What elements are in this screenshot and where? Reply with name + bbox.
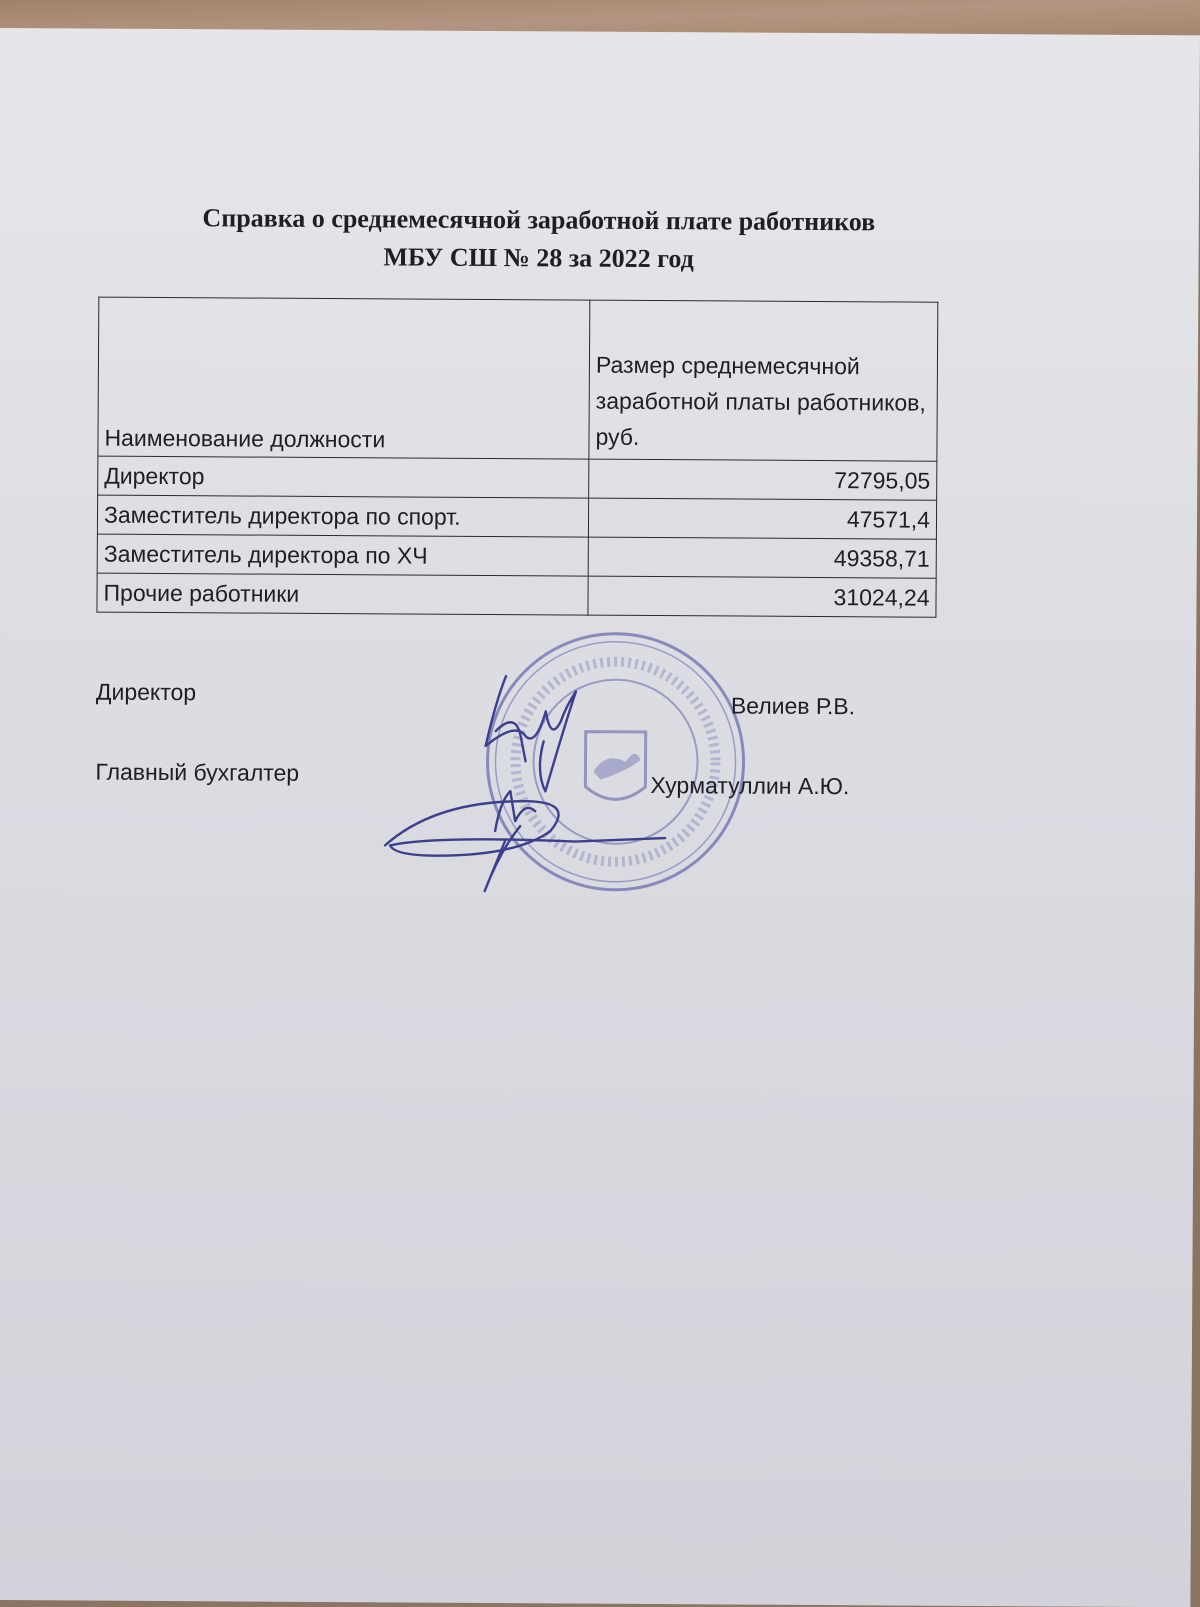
paper-sheet: [0, 28, 1200, 1607]
document-title: [0, 198, 1079, 281]
table-row: [97, 534, 936, 578]
row-position: Заместитель директора по спорт.: [97, 495, 588, 537]
table-header-row: [98, 297, 938, 461]
title-line-1: Справка о среднемесячной заработной плате работников: [202, 203, 876, 237]
row-salary: 49358,71: [588, 537, 936, 578]
row-salary: 47571,4: [588, 498, 936, 539]
row-position: Заместитель директора по ХЧ: [97, 534, 588, 576]
title-line-2: МБУ СШ № 28 за 2022 год: [383, 242, 694, 274]
table-row: [97, 573, 936, 617]
accountant-name: Хурматуллин А.Ю.: [650, 771, 850, 800]
table-row: [97, 495, 936, 539]
row-position: Прочие работники: [97, 573, 588, 615]
header-position: Наименование должности: [98, 297, 590, 459]
row-position: Директор: [98, 456, 589, 498]
row-salary: 31024,24: [588, 576, 936, 617]
row-salary: 72795,05: [589, 459, 937, 500]
header-salary: Размер среднемесячной заработной платы работников, руб.: [589, 300, 938, 461]
salary-table: [96, 297, 938, 618]
director-name: Велиев Р.В.: [730, 692, 856, 720]
accountant-title: Главный бухгалтер: [95, 758, 300, 786]
table-row: [98, 456, 937, 500]
director-title: Директор: [95, 678, 197, 706]
